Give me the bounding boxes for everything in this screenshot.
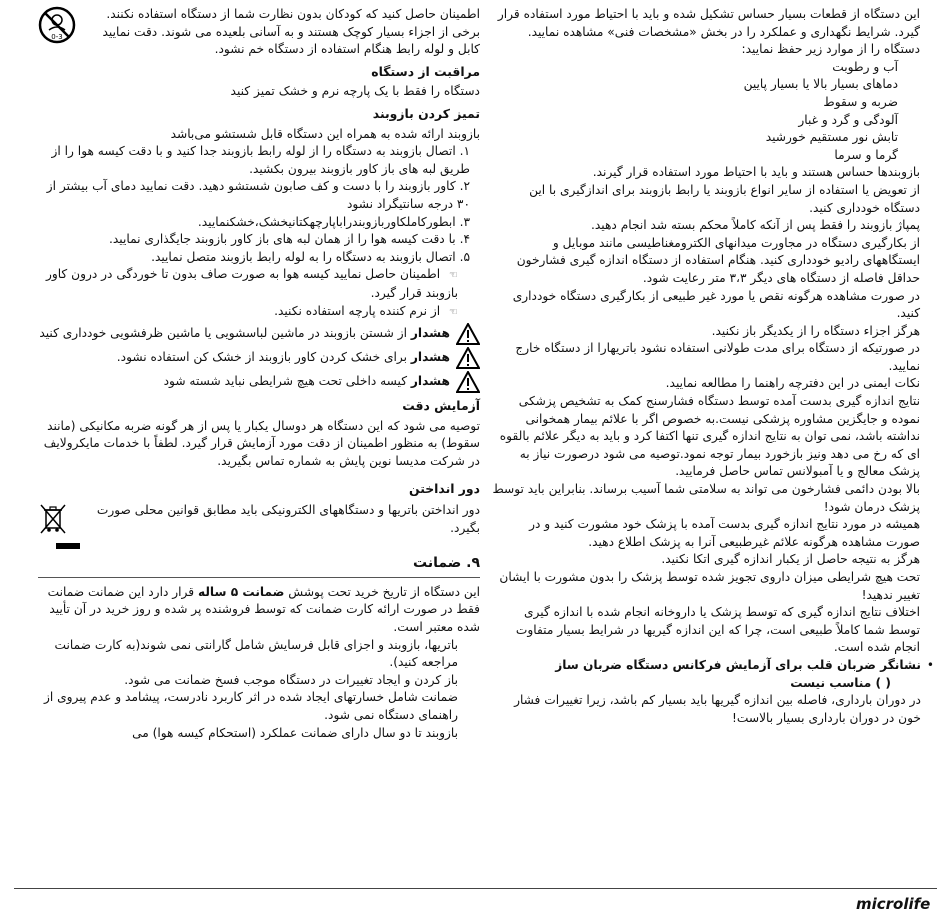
- paragraph: در صورت مشاهده هرگونه نقص یا مورد غیر طبیعی از بکارگیری دستگاه خودداری کنید.: [512, 288, 920, 321]
- clean-heading: تمیز کردن بازوبند: [372, 105, 480, 121]
- paragraph: نکات ایمنی در این دفترچه راهنما را مطالعه نمایید.: [665, 376, 920, 391]
- warning-row: [38, 347, 480, 369]
- paragraph: دستگاه را از موارد زیر حفظ نمایید:: [741, 42, 920, 57]
- protect-item: ضربه و سقوط: [823, 94, 898, 109]
- warranty-item: ضمانت شامل خسارتهای ایجاد شده در اثر کاربرد نادرست، پیشامد و عدم پیروی از راهنمای دستگاه نمی شود.: [43, 690, 458, 722]
- disposal-text: دور انداختن باتریها و دستگاههای الکترونیکی باید مطابق قوانین محلی صورت بگیرد.: [96, 503, 480, 535]
- child-warning-text: اطمینان حاصل کنید که کودکان بدون نظارت شما از دستگاه استفاده نکنند. برخی از اجزاء بسیار کوچک هستند و به آسانی بلعیده می شوند. دقت نمایید کابل و لوله رابط هنگام استفاده از دستگاه خم نشود.: [102, 7, 480, 57]
- warranty-item: باتریها، بازوبند و اجزای قابل فرسایش شامل گارانتی نمی شوند(به کارت ضمانت مراجعه کنید).: [54, 637, 458, 670]
- warning-text: برای خشک کردن کاور بازوبند از خشک کن استفاده نشود.: [116, 350, 408, 365]
- paragraph: تحت هیچ شرایطی میزان داروی تجویز شده توسط پزشک را بدون مشورت با ایشان تغییر ندهید!: [499, 570, 920, 602]
- bullet-body: در دوران بارداری، فاصله بین اندازه گیریها باید بسیار کم باشد، زیرا تغییرات فشار خون در دوران بارداری بسیار بالاست!: [514, 693, 921, 725]
- clean-step: ۱. اتصال بازوبند به دستگاه را از لوله رابط بازوبند جدا کنید و با دقت کیسه هوا را از طریق لبه های باز کاور بازوبند بیرون بکشید.: [51, 144, 470, 176]
- warranty-divider: [38, 577, 480, 578]
- warranty-item: بازوبند تا دو سال دارای ضمانت عملکرد (استحکام کیسه هوا) می: [132, 725, 458, 740]
- protect-item: تابش نور مستقیم خورشید: [765, 130, 898, 145]
- paragraph: اختلاف نتایج اندازه گیری که توسط پزشک یا داروخانه انجام شده با اندازه گیری توسط شما کاملاً طبیعی است، چرا که این اندازه گیریها در شرایط بسیار متفاوت انجام شده است.: [515, 605, 920, 655]
- warning-text: کیسه داخلی تحت هیچ شرایطی نباید شسته شود: [163, 374, 408, 389]
- care-heading: مراقبت از دستگاه: [371, 63, 480, 79]
- pacemaker-bullet: [492, 657, 934, 727]
- accuracy-heading: آزمایش دقت: [402, 398, 480, 414]
- clean-tip: ☜ از نرم کننده پارچه استفاده نکنید.: [38, 303, 480, 322]
- bullet-title: نشانگر ضربان قلب برای آزمایش فرکانس دستگاه ضربان ساز: [555, 657, 921, 672]
- warning-row: [38, 371, 480, 393]
- paragraph: این دستگاه از قطعات بسیار حساس تشکیل شده و باید با احتیاط مورد استفاده قرار گیرد. شرایط نگهداری و عملکرد را در بخش «مشخصات فنی» مشاهده نمایید.: [497, 7, 920, 39]
- paragraph: از بکارگیری دستگاه در مجاورت میدانهای الکترومغناطیسی مانند موبایل و ایستگاههای رادیو خودداری کنید. هنگام استفاده از دستگاه اندازه گیری فشارخون حداقل فاصله از دستگاه های دیگر ۳،۳ متر رعایت شود.: [516, 235, 920, 285]
- warning-row: [38, 323, 480, 345]
- paragraph: همیشه در مورد نتایج اندازه گیری بدست آمده با پزشک خود مشورت کنید و در صورت مشاهده هرگونه علائم غیرطبیعی آنرا به پزشک اطلاع دهید.: [529, 517, 920, 549]
- accuracy-text: توصیه می شود که این دستگاه هر دوسال یکبار یا پس از هر گونه ضربه مکانیکی (مانند سقوط) به منظور اطمینان از دقت مورد آزمایش قرار گیرد. لطفاً با خدمات مایکرولایف در شرکت مدیسا نوین پایش به شماره تماس بگیرید.: [43, 418, 480, 468]
- child-warning-block: [38, 6, 480, 59]
- clean-intro: بازوبند ارائه شده به همراه این دستگاه قابل شستشو می‌باشد: [170, 126, 480, 141]
- clean-tip: ☜ اطمینان حاصل نمایید کیسه هوا به صورت صاف بدون تا خوردگی در درون کاور بازوبند قرار گیرد.: [45, 267, 458, 300]
- brand-logo: microlife: [856, 895, 931, 913]
- disposal-heading: دور انداختن: [409, 481, 480, 497]
- paragraph: بالا بودن دائمی فشارخون می تواند به سلامتی شما آسیب برساند. بنابراین باید توسط پزشک درمان شود!: [492, 482, 920, 514]
- protect-item: دماهای بسیار بالا یا بسیار پایین: [743, 77, 898, 92]
- pointing-hand-icon: ☜: [449, 306, 458, 318]
- clean-step: ۳. ابطورکاملکاوربازوبندراباپارچهکتانیخشک،خشکنمایید.: [197, 214, 470, 229]
- warning-triangle-icon: [456, 371, 480, 393]
- footer-divider: [14, 888, 937, 889]
- warning-text: از شستن بازوبند در ماشین لباسشویی یا ماشین ظرفشویی خودداری کنید: [39, 326, 408, 341]
- paragraph: نتایج اندازه گیری بدست آمده توسط دستگاه فشارسنج کمک به تشخیص پزشکی نموده و جایگزین مشاوره پزشکی نیست.به خصوص اگر با علائم بیمار همخوانی نداشته باشد، نمی توان به نتایج اندازه گیری تنها اکتفا کرد و باید به دیگر علائم بالقوه ای که رخ می دهد ونیز بازخورد بیمار توجه نمود.توصیه می شود درصورت نیاز به پزشک معالج و یا آمبولانس تماس حاصل فرمایید.: [499, 394, 920, 479]
- crossed-bin-icon: [38, 502, 68, 536]
- warranty-text: این دستگاه از تاریخ خرید تحت پوشش ضمانت ۵ ساله قرار دارد این ضمانت ضمانت فقط در صورت ارائه کارت ضمانت که توسط فروشنده پر شده و روز خرید در آن تأیید شده معتبر است.: [47, 584, 480, 635]
- warning-triangle-icon: [456, 323, 480, 345]
- paragraph: هرگز اجزاء دستگاه را از یکدیگر باز نکنید.: [711, 323, 920, 338]
- care-text: دستگاه را فقط با یک پارچه نرم و خشک تمیز کنید: [230, 84, 480, 99]
- left-column: [38, 6, 480, 742]
- protect-item: گرما و سرما: [834, 147, 898, 162]
- pointing-hand-icon: ☜: [449, 270, 458, 282]
- paragraph: در صورتیکه از دستگاه برای مدت طولانی استفاده نشود باتریهارا از دستگاه خارج نمایید.: [515, 341, 920, 373]
- protect-item: آب و رطوبت: [832, 59, 898, 74]
- warning-triangle-icon: [456, 347, 480, 369]
- warning-label: هشدار: [410, 374, 450, 389]
- warning-label: هشدار: [410, 326, 450, 341]
- clean-step: ۵. اتصال بازوبند به دستگاه را به لوله رابط بازوبند متصل نمایید.: [151, 249, 470, 264]
- no-children-icon: [38, 6, 76, 44]
- warranty-item: باز کردن و ایجاد تغییرات در دستگاه موجب فسخ ضمانت می شود.: [124, 672, 458, 687]
- clean-step: ۴. با دقت کیسه هوا را از همان لبه های باز کاور بازوبند جایگذاری نمایید.: [109, 232, 470, 247]
- right-column: [492, 6, 934, 727]
- paragraph: از تعویض یا استفاده از سایر انواع بازوبند یا رابط بازوبند برای اندازگیری با این دستگاه خودداری کنید.: [529, 182, 920, 215]
- black-bar: [56, 543, 80, 549]
- svg-text:0-3: 0-3: [51, 33, 63, 41]
- paragraph: هرگز به نتیجه حاصل از یکبار اندازه گیری اتکا نکنید.: [661, 552, 920, 567]
- warranty-heading: ۹. ضمانت: [413, 555, 480, 572]
- clean-step: ۲. کاور بازوبند را با دست و کف صابون شستشو دهید. دقت نمایید دمای آب بیشتر از ۳۰ درجه سانتیگراد نشود: [46, 179, 470, 211]
- paragraph: بازوبندها حساس هستند و باید با احتیاط مورد استفاده قرار گیرند.: [592, 165, 920, 180]
- warning-label: هشدار: [410, 350, 450, 365]
- disposal-block: [38, 502, 480, 537]
- protect-item: آلودگی و گرد و غبار: [798, 112, 898, 127]
- bullet-title: ( ) مناسب نیست: [790, 675, 891, 690]
- paragraph: پمپاژ بازوبند را فقط پس از آنکه کاملاً محکم بسته شد انجام دهید.: [591, 218, 920, 233]
- bullet-dot: •: [926, 657, 934, 672]
